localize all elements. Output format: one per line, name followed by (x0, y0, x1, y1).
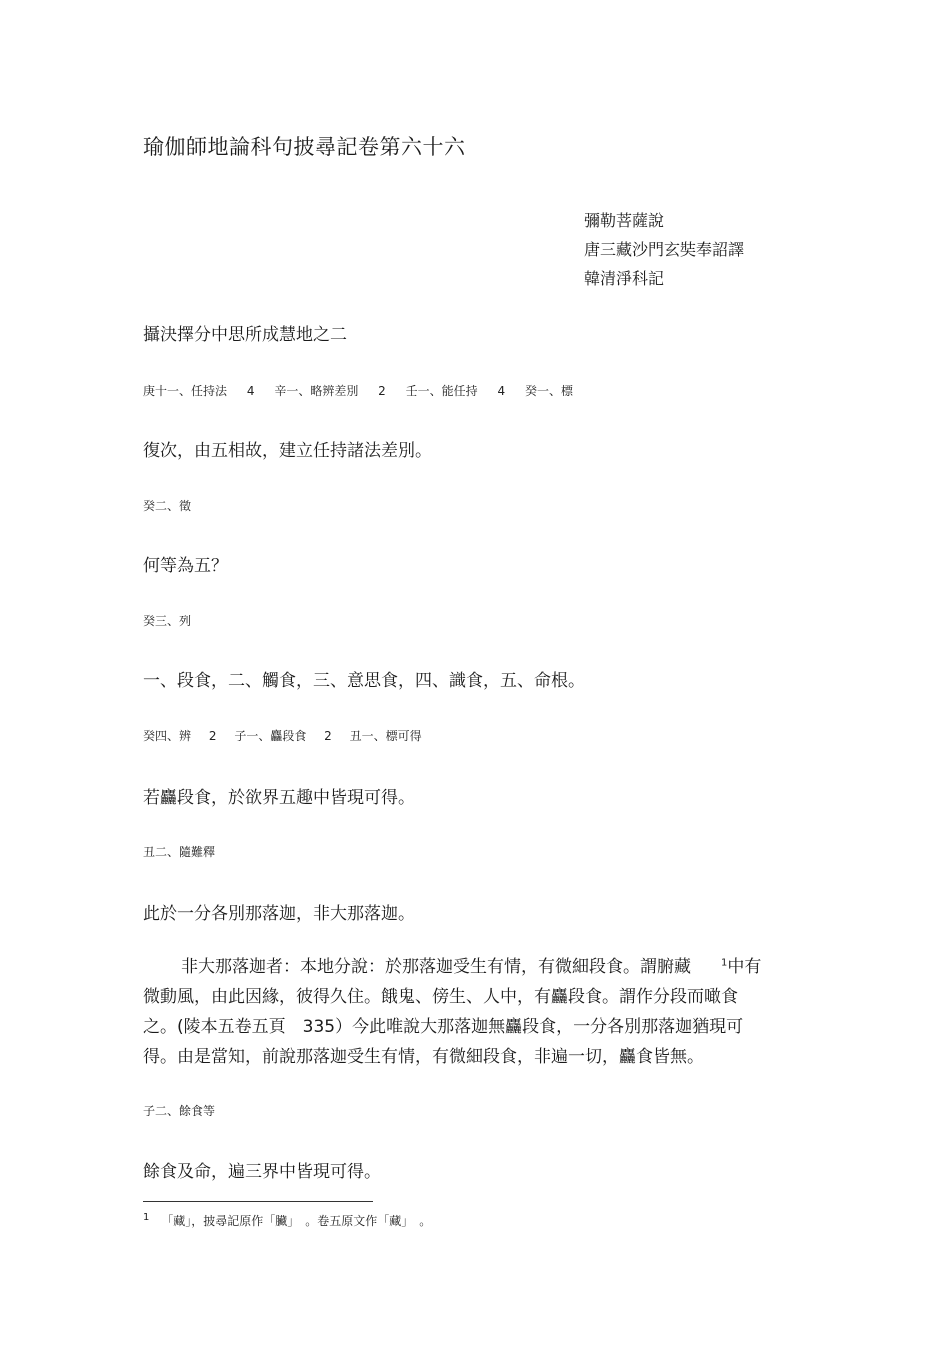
outline-heading-5: 丑二、隨難釋 (143, 845, 216, 859)
outline-count: 4 (246, 384, 255, 398)
paragraph-text: 中有 (727, 957, 762, 977)
footnote-divider (143, 1201, 373, 1202)
outline-item: 丑一、標可得 (349, 729, 422, 743)
footnote (143, 1212, 431, 1229)
outline-item: 辛一、略辨差別 (274, 384, 359, 398)
outline-count: 2 (324, 729, 332, 743)
text-line-2: 何等為五？ (143, 556, 228, 576)
paragraph-line-1 (143, 952, 803, 982)
author-line-2: 唐三藏沙門玄奘奉詔譯 (584, 240, 745, 259)
outline-item: 壬一、能任持 (405, 384, 478, 398)
text-line-4: 若麤段食，於欲界五趣中皆現可得。 (143, 788, 415, 808)
author-line-3: 韓清淨科記 (584, 269, 665, 288)
paragraph-line-2: 微動風，由此因緣，彼得久住。餓鬼、傍生、人中，有麤段食。謂作分段而噉食 (143, 987, 738, 1007)
text-line-3: 一、段食，二、觸食，三、意思食，四、識食，五、命根。 (143, 671, 585, 691)
outline-count: 2 (208, 729, 217, 743)
outline-count: 2 (378, 384, 386, 398)
paragraph-line-4: 得。由是當知，前說那落迦受生有情，有微細段食，非遍一切，麤食皆無。 (143, 1047, 704, 1067)
text-line-1: 復次，由五相故，建立任持諸法差別。 (143, 441, 432, 461)
outline-heading-4 (143, 727, 422, 744)
paragraph-line-3: 之。(陵本五卷五頁 335）今此唯說大那落迦無麤段食，一分各別那落迦猶現可 (143, 1017, 744, 1037)
outline-item: 癸一、標 (524, 384, 573, 398)
footnote-reference[interactable]: 1 (721, 957, 728, 969)
outline-item: 庚十一、任持法 (143, 384, 228, 398)
commentary-paragraph (143, 952, 803, 1072)
outline-heading-3: 癸三、列 (143, 614, 192, 628)
outline-count: 4 (497, 384, 506, 398)
outline-heading-2: 癸二、徵 (143, 499, 192, 513)
footnote-number: 1 (143, 1212, 150, 1223)
document-title: 瑜伽師地論科句披尋記卷第六十六 (143, 135, 466, 159)
outline-heading-6: 子二、餘食等 (143, 1104, 216, 1118)
text-line-5: 此於一分各別那落迦，非大那落迦。 (143, 904, 415, 924)
author-line-1: 彌勒菩薩說 (584, 211, 665, 230)
footnote-text: 「藏」，披尋記原作「臟」 。卷五原文作「藏」 。 (161, 1214, 432, 1228)
outline-item: 子一、麤段食 (234, 729, 307, 743)
section-heading: 攝決擇分中思所成慧地之二 (143, 325, 347, 345)
outline-heading-1 (143, 382, 573, 399)
outline-item: 癸四、辨 (143, 729, 192, 743)
text-line-6: 餘食及命，遍三界中皆現可得。 (143, 1162, 381, 1182)
paragraph-text: 非大那落迦者：本地分說：於那落迦受生有情，有微細段食。謂腑藏 (181, 957, 691, 977)
